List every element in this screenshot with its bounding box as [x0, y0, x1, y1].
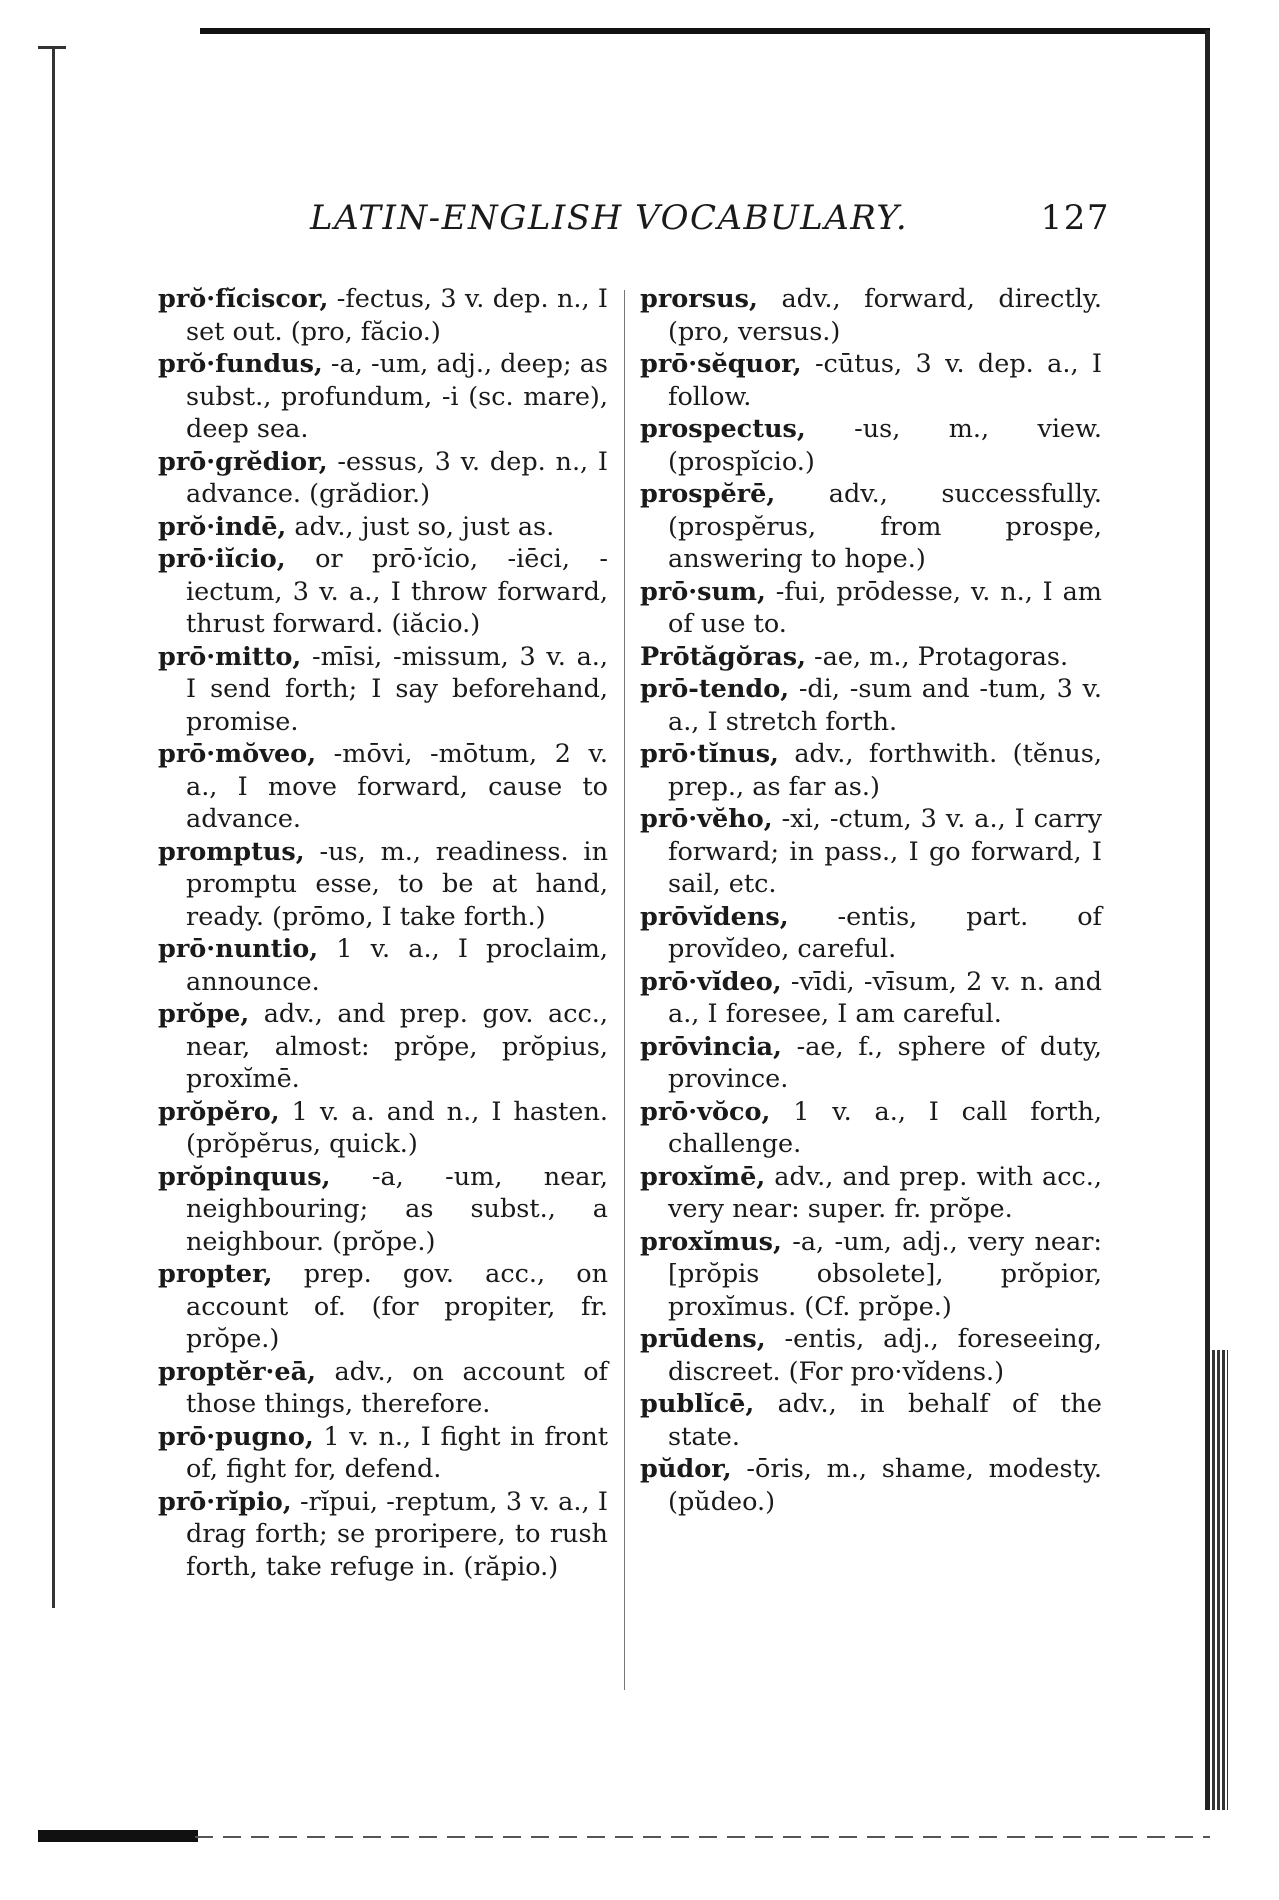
- definition: -mōvi, -mōtum, 2 v. a., I move forward, cause to advance.: [186, 739, 608, 834]
- right-scan-shadow: [1212, 1350, 1228, 1810]
- definition: -vīdi, -vīsum, 2 v. n. and a., I foresee, I am careful.: [668, 966, 1102, 1029]
- page-number: 127: [1040, 198, 1110, 238]
- definition: adv., on account of those things, therefore.: [186, 1356, 608, 1419]
- definition: -us, m., readiness. in promptu esse, to be at hand, ready. (prōmo, I take forth.): [186, 836, 608, 932]
- headword: prorsus,: [640, 284, 758, 314]
- vocab-entry: [640, 1388, 1102, 1453]
- headword: prō·mitto,: [158, 641, 302, 672]
- vocab-entry: [640, 803, 1102, 901]
- vocab-entry: [158, 1486, 608, 1584]
- vocab-entry: [158, 641, 608, 739]
- vocab-entry: [158, 511, 608, 544]
- running-header: [310, 198, 1110, 248]
- vocab-entry: [158, 738, 608, 836]
- headword: prŏpe,: [158, 999, 250, 1029]
- left-page-edge: [52, 48, 55, 1608]
- headword: Prōtăgŏras,: [640, 641, 806, 672]
- definition: adv., forward, directly. (pro, versus.): [668, 284, 1102, 347]
- vocab-entry: [640, 901, 1102, 966]
- vocab-entry: [158, 1258, 608, 1356]
- vocab-entry: [158, 543, 608, 641]
- definition: -di, -sum and -tum, 3 v. a., I stretch forth.: [668, 674, 1102, 737]
- definition: -fui, prōdesse, v. n., I am of use to.: [668, 576, 1102, 639]
- bottom-dashed-rule: [195, 1836, 1210, 1838]
- definition: -ae, f., sphere of duty, province.: [668, 1031, 1102, 1094]
- headword: prō·pugno,: [158, 1421, 314, 1452]
- definition: -mīsi, -missum, 3 v. a., I send forth; I say beforehand, promise.: [186, 641, 608, 737]
- headword: prŏ·fĭciscor,: [158, 284, 329, 314]
- definition: -entis, part. of provĭdeo, careful.: [668, 901, 1102, 964]
- definition: -us, m., view. (prospĭcio.): [668, 414, 1102, 477]
- definition: -cūtus, 3 v. dep. a., I follow.: [668, 349, 1102, 412]
- vocab-entry: [158, 1421, 608, 1486]
- vocab-entry: [640, 1161, 1102, 1226]
- vocab-entry: [158, 836, 608, 934]
- definition: -ae, m., Protagoras.: [805, 641, 1069, 672]
- headword: prŏpinquus,: [158, 1161, 331, 1192]
- vocab-entry: [640, 641, 1102, 674]
- vocab-entry: [640, 1226, 1102, 1324]
- headword: prō·grĕdior,: [158, 446, 328, 477]
- definition: -ōris, m., shame, modesty. (pŭdeo.): [668, 1454, 1102, 1517]
- vocab-entry: [640, 1453, 1102, 1518]
- definition: adv., and prep. gov. acc., near, almost: prŏpe, prŏpius, proxĭmē.: [186, 999, 608, 1094]
- top-edge-rule: [200, 28, 1210, 34]
- definition: prep. gov. acc., on account of. (for propiter, fr. prŏpe.): [186, 1259, 608, 1354]
- headword: prō·tĭnus,: [640, 739, 779, 769]
- headword: proptĕr·eā,: [158, 1356, 317, 1387]
- headword: prō·iĭcio,: [158, 544, 286, 574]
- headword: pŭdor,: [640, 1454, 732, 1484]
- headword: prō·sĕquor,: [640, 349, 802, 379]
- vocab-entry: [640, 478, 1102, 576]
- definition: -a, -um, adj., very near: [prŏpis obsolete], prŏpior, proxĭmus. (Cf. prŏpe.): [668, 1226, 1102, 1322]
- definition: -a, -um, adj., deep; as subst., profundum, -i (sc. mare), deep sea.: [186, 349, 608, 444]
- headword: prŏpĕro,: [158, 1096, 280, 1127]
- vocab-entry: [158, 283, 608, 348]
- headword: prō·vĭdeo,: [640, 966, 782, 997]
- definition: -essus, 3 v. dep. n., I advance. (grădior.): [186, 446, 608, 509]
- headword: prō·vĕho,: [640, 804, 773, 834]
- left-column: [158, 283, 608, 1583]
- vocab-entry: [640, 348, 1102, 413]
- definition: -a, -um, near, neighbouring; as subst., a neighbour. (prŏpe.): [186, 1161, 608, 1257]
- vocab-entry: [158, 348, 608, 446]
- headword: prō·vŏco,: [640, 1096, 771, 1127]
- vocab-entry: [158, 1356, 608, 1421]
- right-page-edge: [1205, 30, 1210, 1810]
- vocab-entry: [640, 413, 1102, 478]
- column-divider: [624, 290, 625, 1690]
- right-column: [640, 283, 1102, 1518]
- definition: -xi, -ctum, 3 v. a., I carry forward; in pass., I go forward, I sail, etc.: [668, 804, 1102, 899]
- definition: adv., in behalf of the state.: [668, 1389, 1102, 1452]
- definition: or prō·ĭcio, -iēci, -iectum, 3 v. a., I throw forward, thrust forward. (iăcio.): [186, 544, 608, 639]
- headword: prō·rĭpio,: [158, 1486, 292, 1517]
- definition: -entis, adj., foreseeing, discreet. (For pro·vĭdens.): [668, 1324, 1102, 1387]
- definition: 1 v. a., I call forth, challenge.: [668, 1096, 1102, 1159]
- headword: propter,: [158, 1259, 273, 1289]
- headword: prūdens,: [640, 1324, 766, 1354]
- vocab-entry: [640, 576, 1102, 641]
- definition: adv., just so, just as.: [286, 511, 555, 542]
- headword: prō·mŏveo,: [158, 739, 317, 769]
- definition: -fectus, 3 v. dep. n., I set out. (pro, făcio.): [186, 284, 608, 347]
- headword: prōvĭdens,: [640, 901, 789, 932]
- definition: 1 v. a. and n., I hasten. (prŏpĕrus, quick.): [186, 1096, 608, 1159]
- headword: prospectus,: [640, 414, 806, 444]
- headword: prō·sum,: [640, 576, 766, 607]
- vocab-entry: [158, 933, 608, 998]
- headword: prospĕrē,: [640, 479, 776, 509]
- vocab-entry: [640, 1096, 1102, 1161]
- vocab-entry: [640, 1031, 1102, 1096]
- definition: 1 v. a., I proclaim, announce.: [186, 934, 608, 997]
- vocab-entry: [640, 283, 1102, 348]
- bottom-scan-bar: [38, 1830, 198, 1842]
- definition: 1 v. n., I fight in front of, fight for, defend.: [186, 1421, 608, 1484]
- definition: adv., and prep. with acc., very near: super. fr. prŏpe.: [668, 1161, 1102, 1224]
- headword: promptus,: [158, 836, 305, 867]
- vocab-entry: [640, 673, 1102, 738]
- definition: adv., successfully. (prospĕrus, from prospe, answering to hope.): [668, 479, 1102, 574]
- headword: proxĭmē,: [640, 1161, 766, 1192]
- vocab-entry: [640, 966, 1102, 1031]
- headword: prō·nuntio,: [158, 934, 319, 964]
- headword: prō-tendo,: [640, 674, 790, 704]
- headword: prŏ·fundus,: [158, 349, 323, 379]
- headword: prŏ·indē,: [158, 511, 287, 542]
- page-title: LATIN-ENGLISH VOCABULARY.: [310, 198, 909, 238]
- definition: -rĭpui, -reptum, 3 v. a., I drag forth; se proripere, to rush forth, take refuge in. (răpio.): [186, 1486, 608, 1582]
- headword: prōvincia,: [640, 1031, 782, 1062]
- vocab-entry: [158, 1096, 608, 1161]
- vocab-entry: [158, 446, 608, 511]
- headword: proxĭmus,: [640, 1226, 782, 1257]
- vocab-entry: [640, 738, 1102, 803]
- vocab-entry: [158, 1161, 608, 1259]
- vocab-entry: [640, 1323, 1102, 1388]
- vocab-entry: [158, 998, 608, 1096]
- definition: adv., forthwith. (tĕnus, prep., as far as.): [668, 739, 1102, 802]
- headword: publĭcē,: [640, 1389, 755, 1419]
